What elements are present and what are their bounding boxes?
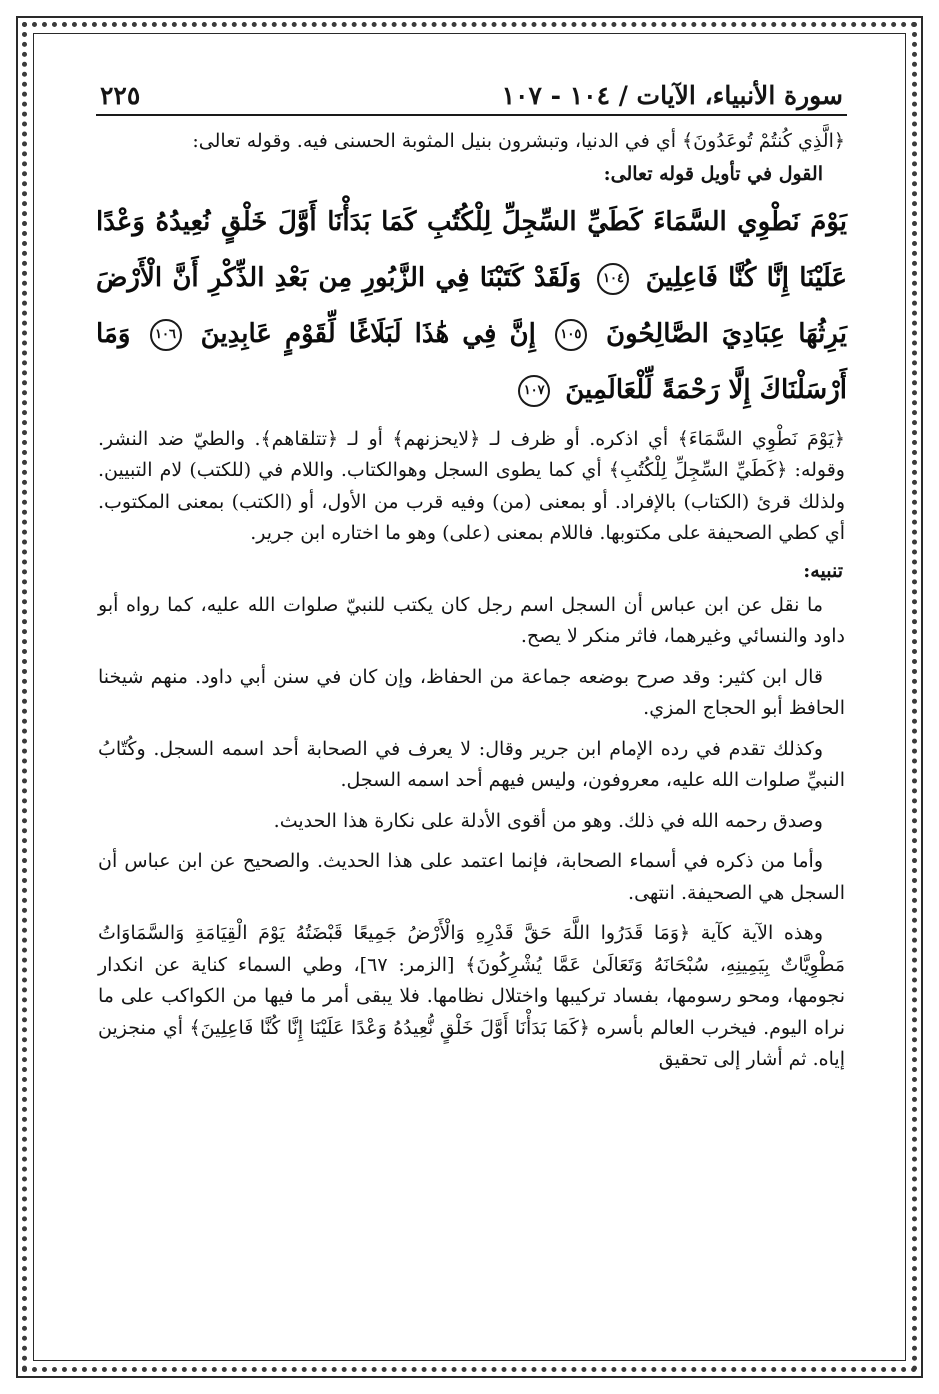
- ayah-marker-105: ١٠٥: [555, 319, 587, 351]
- commentary-paragraph-4: وكذلك تقدم في رده الإمام ابن جرير وقال: لا يعرف في الصحابة أحد اسمه السجل. وكُتّابُ النبيِّ صلوات الله عليه، معروفون، وليس فيهم أحد اسمه السجل.: [98, 737, 845, 791]
- book-page: [96, 60, 847, 1354]
- intro-paragraph: ﴿الَّذِي كُنتُمْ تُوعَدُونَ﴾ أي في الدنيا، وتبشرون بنيل المثوبة الحسنى فيه. وقوله تعالى:: [192, 130, 845, 152]
- ayah-marker-104: ١٠٤: [597, 263, 629, 295]
- commentary-paragraph-3: قال ابن كثير: وقد صرح بوضعه جماعة من الحفاظ، وإن كان في سنن أبي داود. منهم شيخنا الحافظ أبو الحجاج المزي.: [98, 665, 845, 719]
- page-number: ٢٢٥: [100, 81, 141, 110]
- quran-verses: [96, 194, 847, 418]
- note-heading: تنبيه:: [803, 559, 843, 582]
- commentary-paragraph-5: وصدق رحمه الله في ذلك. وهو من أقوى الأدلة على نكارة هذا الحديث.: [273, 809, 823, 832]
- commentary-paragraph-7: وهذه الآية كآية ﴿وَمَا قَدَرُوا اللَّهَ حَقَّ قَدْرِهِ وَالْأَرْضُ جَمِيعًا قَبْضَتُهُ يَوْمَ الْقِيَامَةِ وَالسَّمَاوَاتُ مَطْوِيَّاتٌ بِيَمِينِهِ، سُبْحَانَهُ وَتَعَالَىٰ عَمَّا يُشْرِكُونَ﴾ [الزمر: ٦٧]، وطي السماء كناية عن انكدار نجومها، ومحو رسومها، بفساد تركيبها واختلال نظامها. فلا يبقى أمر ما فيها من الكواكب على ما نراه اليوم. فيخرب العالم بأسره ﴿كَمَا بَدَأْنَا أَوَّلَ خَلْقٍ نُّعِيدُهُ وَعْدًا عَلَيْنَا إِنَّا كُنَّا فَاعِلِينَ﴾ أي منجزين إياه. ثم أشار إلى تحقيق: [98, 922, 846, 1070]
- verse-105: وَلَقَدْ كَتَبْنَا فِي الزَّبُورِ مِن بَعْدِ الذِّكْرِ أَنَّ الْأَرْضَ يَرِثُهَا عِبَادِيَ الصَّالِحُونَ: [96, 262, 847, 349]
- commentary-paragraph-1: ﴿يَوْمَ نَطْوِي السَّمَاءَ﴾ أي اذكره. أو ظرف لـ ﴿لايحزنهم﴾ أو لـ ﴿تتلقاهم﴾. والطيّ ضد النشر. وقوله: ﴿كَطَيِّ السِّجِلِّ لِلْكُتُبِ﴾ أي كما يطوى السجل وهوالكتاب. واللام في (للكتب) لام التبيين. ولذلك قرئ (الكتاب) بالإفراد. أو بمعنى (من) وفيه قرب من الأول، أو (الكتب) بمعنى المكتوب. أي كطي الصحيفة على مكتوبها. فاللام بمعنى (على) وهو ما اختاره ابن جرير.: [98, 427, 845, 544]
- ayah-marker-107: ١٠٧: [518, 375, 550, 407]
- commentary-paragraph-2: ما نقل عن ابن عباس أن السجل اسم رجل كان يكتب للنبيّ صلوات الله عليه، كما رواه أبو داود والنسائي وغيرهما، فاثر منكر لا يصح.: [98, 593, 845, 647]
- section-heading: القول في تأويل قوله تعالى:: [603, 162, 823, 185]
- verse-107: وَمَا أَرْسَلْنَاكَ إِلَّا رَحْمَةً لِّلْعَالَمِينَ: [96, 318, 847, 405]
- header-title: سورة الأنبياء، الآيات / ١٠٤ - ١٠٧: [501, 81, 843, 110]
- commentary-paragraph-6: وأما من ذكره في أسماء الصحابة، فإنما اعتمد على هذا الحديث. والصحيح عن ابن عباس أن السجل هي الصحيفة. انتهى.: [98, 850, 845, 904]
- running-header: [96, 60, 847, 116]
- verse-106: إِنَّ فِي هَٰذَا لَبَلَاغًا لِّقَوْمٍ عَابِدِينَ: [200, 318, 536, 349]
- ayah-marker-106: ١٠٦: [150, 319, 182, 351]
- verse-104: يَوْمَ نَطْوِي السَّمَاءَ كَطَيِّ السِّجِلِّ لِلْكُتُبِ كَمَا بَدَأْنَا أَوَّلَ خَلْقٍ نُعِيدُهُ وَعْدًا عَلَيْنَا إِنَّا كُنَّا فَاعِلِينَ: [96, 206, 847, 293]
